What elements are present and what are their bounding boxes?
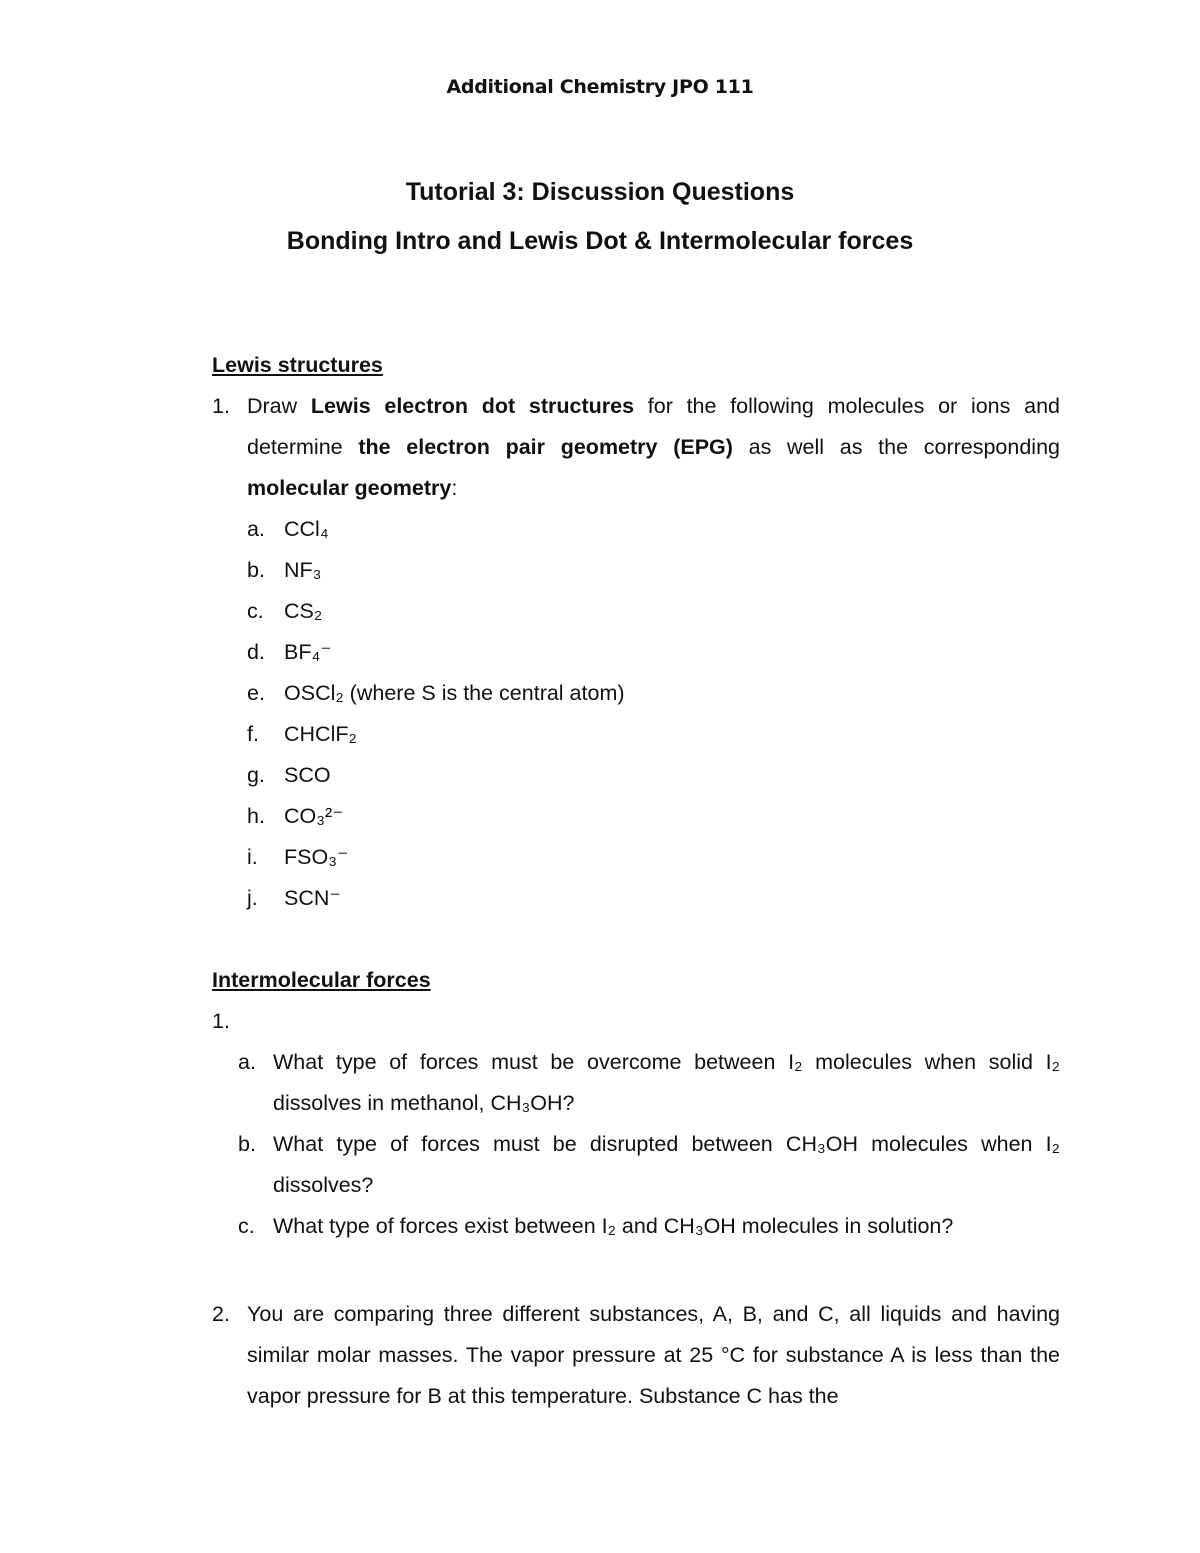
item-letter: b. (238, 1132, 256, 1156)
item-letter: h. (247, 804, 265, 828)
list-item (247, 591, 1060, 632)
bold-term: the electron pair geometry (EPG) (358, 435, 733, 459)
bold-term: molecular geometry (247, 476, 452, 500)
list-item (247, 714, 1060, 755)
item-letter: d. (247, 640, 265, 664)
text-run: for the following molecules or ions and determine (247, 394, 1060, 459)
tutorial-subtitle: Bonding Intro and Lewis Dot & Intermolecular forces (286, 227, 914, 255)
document-header: Additional Chemistry JPO 111 (446, 76, 754, 98)
spacer (212, 919, 1060, 960)
item-letter: a. (247, 517, 265, 541)
item-text: SCO (284, 763, 331, 787)
text-run: Draw (247, 394, 311, 418)
imf-item-list (238, 1042, 1060, 1247)
item-letter: f. (247, 722, 259, 746)
list-item (247, 755, 1060, 796)
question-text (247, 386, 1060, 509)
lewis-section-heading: Lewis structures (212, 353, 383, 377)
question-text: You are comparing three different substances, A, B, and C, all liquids and having similar molar masses. The vapor pressure at 25 °C for substance A is less than the vapor pressure for B at this temperature. Substance C has the (247, 1302, 1060, 1408)
text-run: : (451, 476, 458, 500)
item-letter: i. (247, 845, 258, 869)
spacer (212, 1247, 1060, 1294)
item-letter: b. (247, 558, 265, 582)
bold-term: Lewis electron dot structures (310, 394, 635, 418)
imf-question-1 (212, 1001, 1060, 1042)
item-text: What type of forces must be disrupted between CH₃OH molecules when I₂ dissolves? (273, 1132, 1060, 1197)
question-number: 1. (212, 394, 230, 418)
question-number: 2. (212, 1302, 230, 1326)
list-item (238, 1042, 1060, 1124)
item-letter: c. (238, 1214, 255, 1238)
item-text: CCl₄ (284, 517, 329, 541)
list-item (238, 1124, 1060, 1206)
item-text: What type of forces exist between I₂ and CH₃OH molecules in solution? (273, 1214, 954, 1238)
list-item (247, 509, 1060, 550)
lewis-question-1 (212, 386, 1060, 509)
item-text: What type of forces must be overcome between I₂ molecules when solid I₂ dissolves in methanol, CH₃OH? (273, 1050, 1060, 1115)
list-item (247, 550, 1060, 591)
item-text: CS₂ (284, 599, 323, 623)
imf-question-2 (212, 1294, 1060, 1417)
question-text (247, 1001, 1060, 1042)
list-item (247, 837, 1060, 878)
item-letter: a. (238, 1050, 256, 1074)
imf-section-heading: Intermolecular forces (212, 968, 431, 992)
lewis-item-list (247, 509, 1060, 919)
item-text: CHClF₂ (284, 722, 357, 746)
text-run: as well as the corresponding (732, 435, 1060, 459)
list-item (238, 1206, 1060, 1247)
list-item (247, 796, 1060, 837)
item-letter: e. (247, 681, 265, 705)
list-item (247, 878, 1060, 919)
question-number: 1. (212, 1009, 230, 1033)
list-item (247, 673, 1060, 714)
item-text: SCN⁻ (284, 886, 341, 910)
item-text: FSO₃⁻ (284, 845, 349, 869)
item-text: BF₄⁻ (284, 640, 332, 664)
item-text: CO₃²⁻ (284, 804, 344, 828)
tutorial-title: Tutorial 3: Discussion Questions (405, 178, 795, 206)
item-letter: c. (247, 599, 264, 623)
list-item (247, 632, 1060, 673)
document-body (212, 345, 1060, 1417)
item-text: OSCl₂ (where S is the central atom) (284, 681, 625, 705)
item-letter: g. (247, 763, 265, 787)
item-letter: j. (247, 886, 258, 910)
item-text: NF₃ (284, 558, 322, 582)
